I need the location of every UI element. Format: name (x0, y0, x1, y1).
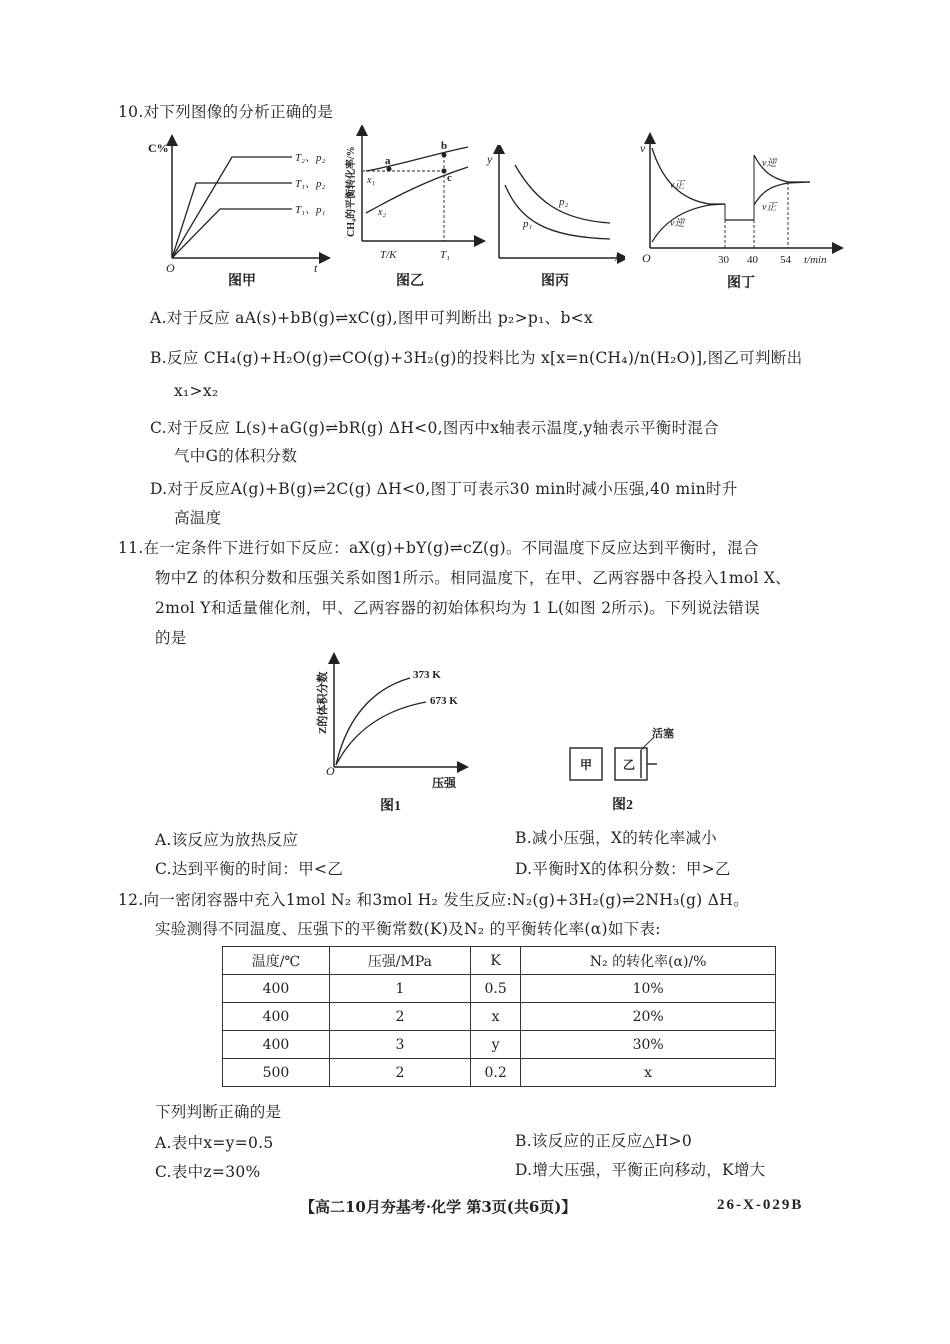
yi-point-c (442, 169, 447, 174)
svg-text:v: v (640, 141, 646, 155)
bing-caption: 图丙 (541, 274, 569, 289)
svg-text:54: 54 (780, 254, 791, 266)
q10-option-b[interactable]: B.反应 CH₄(g)+H₂O(g)⇌CO(g)+3H₂(g)的投料比为 x[x=n(CH₄)/n(H₂O)],图乙可判断出 (150, 349, 803, 367)
svg-text:乙: 乙 (623, 758, 636, 772)
table-row: 400 3 y 30% (223, 1031, 776, 1059)
jia-xlabel: t (314, 261, 318, 275)
svg-text:甲: 甲 (580, 758, 593, 772)
q12-line-1: 12.向一密闭容器中充入1mol N₂ 和3mol H₂ 发生反应:N₂(g)+3H₂(g)⇌2NH₃(g) ΔH。 (118, 891, 749, 909)
table-header-row: 温度/℃ 压强/MPa K N₂ 的转化率(α)/% (223, 947, 776, 975)
q12-option-b[interactable]: B.该反应的正反应△H>0 (515, 1132, 693, 1150)
yi-ylabel: CH₄的平衡转化率/% (346, 146, 357, 237)
yi-point-a (387, 167, 392, 172)
svg-text:a: a (385, 155, 391, 167)
jia-curve-t1p1 (172, 209, 292, 258)
q12-line-2: 实验测得不同温度、压强下的平衡常数(K)及N₂ 的平衡转化率(α)如下表: (155, 920, 661, 938)
q10-option-a[interactable]: A.对于反应 aA(s)+bB(g)⇌xC(g),图甲可判断出 p₂>p₁、b<x (150, 309, 594, 327)
jia-label-1: T₂、p₂ (295, 152, 326, 164)
q11-option-b[interactable]: B.减小压强，X的转化率减小 (515, 829, 718, 847)
data-table (222, 946, 776, 1087)
fig1-curve-673 (336, 702, 426, 765)
table-row: 500 2 0.2 x (223, 1059, 776, 1087)
svg-text:373 K: 373 K (413, 669, 441, 681)
exam-code: 26-X-029B (717, 1197, 804, 1213)
fig1-curve-373 (336, 678, 410, 765)
q12-option-c[interactable]: C.表中z=30% (155, 1163, 261, 1181)
svg-text:c: c (447, 172, 452, 184)
svg-text:p₁: p₁ (523, 218, 533, 230)
figure-bing (485, 145, 625, 295)
q10-option-d-cont: 高温度 (174, 509, 222, 527)
jia-ylabel: C% (148, 141, 169, 155)
q12-judge: 下列判断正确的是 (155, 1103, 282, 1121)
svg-text:O: O (642, 251, 651, 265)
svg-text:x₂: x₂ (378, 207, 386, 218)
figure-jia (140, 130, 340, 295)
q10-option-d[interactable]: D.对于反应A(g)+B(g)⇌2C(g) ΔH<0,图丁可表示30 min时减小压强,40 min时升 (150, 480, 738, 498)
q10-option-b-cont: x₁>x₂ (174, 382, 219, 400)
svg-text:v逆: v逆 (762, 158, 777, 169)
svg-text:30: 30 (718, 254, 729, 266)
jia-caption: 图甲 (228, 274, 256, 289)
q10-option-c[interactable]: C.对于反应 L(s)+aG(g)⇌bR(g) ΔH<0,图丙中x轴表示温度,y轴表示平衡时混合 (150, 419, 719, 437)
ding-caption: 图丁 (727, 276, 755, 291)
q11-line-4: 的是 (155, 629, 187, 647)
fig2-caption: 图2 (612, 798, 633, 813)
svg-text:x: x (615, 250, 621, 264)
jia-origin: O (166, 261, 175, 275)
svg-text:v正: v正 (670, 180, 685, 191)
yi-caption: 图乙 (396, 274, 424, 289)
q11-option-c[interactable]: C.达到平衡的时间：甲<乙 (155, 860, 344, 878)
jia-curve-t2p2 (172, 157, 292, 258)
bing-curve-p1 (505, 185, 610, 239)
svg-text:v逆: v逆 (670, 218, 685, 229)
jia-label-3: T₁、p₁ (295, 204, 326, 216)
q12-option-a[interactable]: A.表中x=y=0.5 (155, 1134, 274, 1152)
svg-text:活塞: 活塞 (652, 728, 674, 740)
svg-text:压强: 压强 (432, 776, 457, 790)
yi-curve-x1 (366, 147, 468, 171)
svg-text:40: 40 (747, 254, 758, 266)
jia-label-2: T₁、p₂ (295, 178, 326, 190)
jia-curve-t1p2 (172, 183, 292, 258)
svg-text:p₂: p₂ (559, 196, 569, 208)
table-row: 400 1 0.5 10% (223, 975, 776, 1003)
figure-2 (560, 720, 700, 820)
page-footer: 【高二10月夯基考·化学 第3页(共6页)】 (300, 1198, 577, 1216)
q11-option-d[interactable]: D.平衡时X的体积分数：甲>乙 (515, 860, 731, 878)
q10-stem: 10.对下列图像的分析正确的是 (118, 103, 334, 121)
fig1-caption: 图1 (380, 799, 401, 814)
svg-text:t/min: t/min (804, 254, 827, 266)
svg-text:673 K: 673 K (430, 695, 458, 707)
figure-yi (340, 125, 490, 295)
table-row: 400 2 x 20% (223, 1003, 776, 1031)
svg-text:O: O (326, 764, 335, 778)
q11-line-3: 2mol Y和适量催化剂，甲、乙两容器的初始体积均为 1 L(如图 2所示)。下列说法错误 (155, 599, 760, 617)
q10-option-c-cont: 气中G的体积分数 (174, 447, 298, 465)
svg-text:b: b (441, 140, 448, 152)
svg-text:T/K: T/K (380, 249, 397, 261)
q11-line-2: 物中Z 的体积分数和压强关系如图1所示。相同温度下，在甲、乙两容器中各投入1mol X、 (155, 569, 792, 587)
svg-text:T₁: T₁ (440, 249, 450, 261)
svg-text:y: y (487, 152, 493, 166)
figure-1 (308, 652, 498, 817)
q11-line-1: 11.在一定条件下进行如下反应：aX(g)+bY(g)⇌cZ(g)。不同温度下反应达到平衡时，混合 (118, 539, 759, 557)
svg-text:v正: v正 (762, 202, 777, 213)
bing-curve-p2 (515, 165, 610, 223)
figure-ding (630, 130, 845, 295)
fig1-ylabel: Z的体积分数 (317, 671, 329, 734)
svg-text:x₁: x₁ (367, 175, 375, 186)
q12-option-d[interactable]: D.增大压强，平衡正向移动，K增大 (515, 1161, 766, 1179)
q11-option-a[interactable]: A.该反应为放热反应 (155, 831, 299, 849)
yi-point-b (442, 153, 447, 158)
